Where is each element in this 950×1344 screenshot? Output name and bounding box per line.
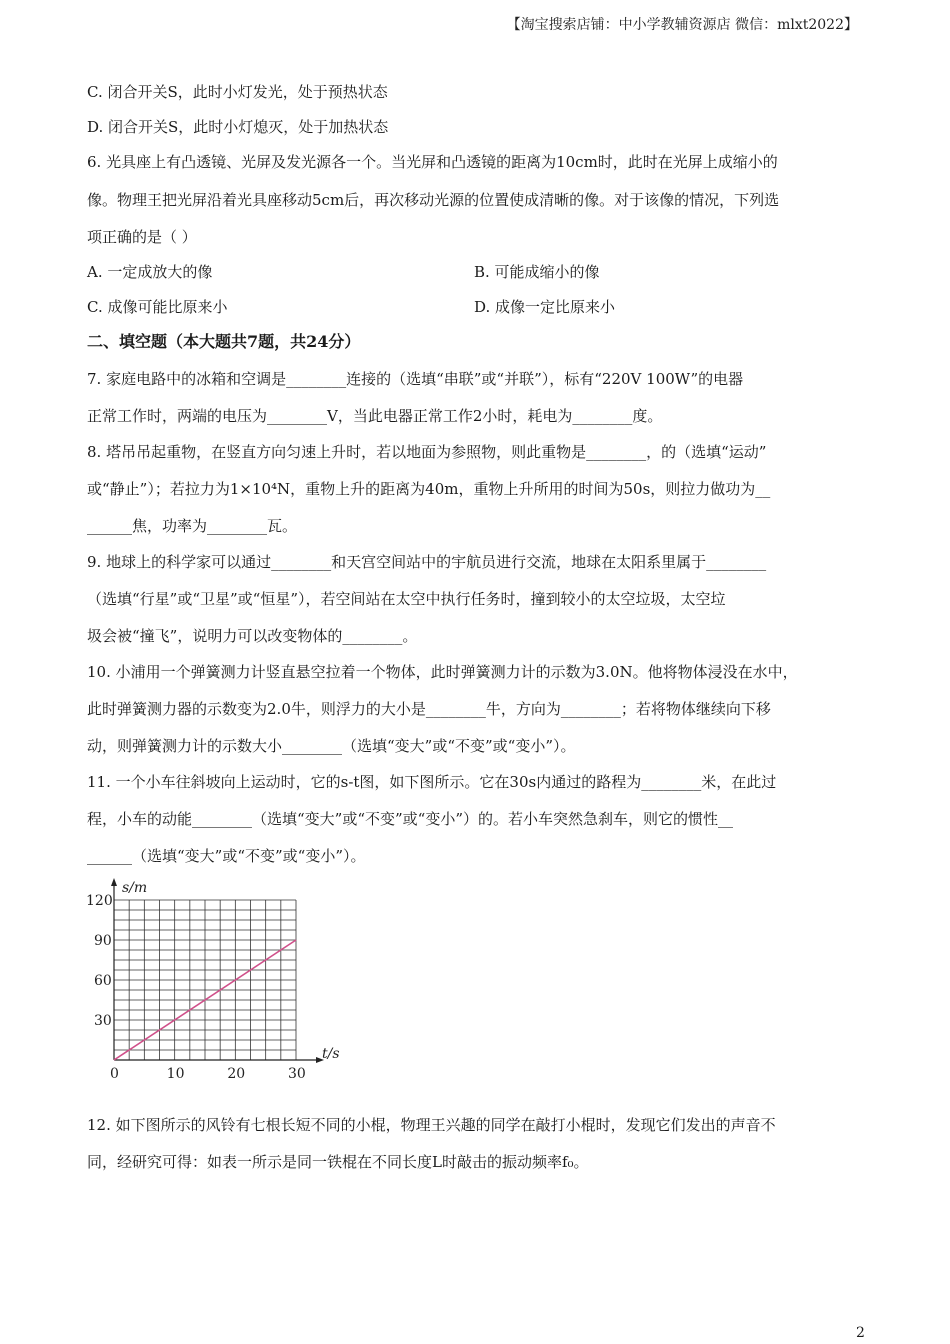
question-8-line-2: 或“静止”）；若拉力为1×10⁴N，重物上升的距离为40m，重物上升所用的时间为50s，则拉力做功为__ bbox=[87, 480, 771, 498]
question-6-line-3: 项正确的是（ ） bbox=[87, 228, 197, 246]
q6-option-d: D. 成像一定比原来小 bbox=[474, 298, 616, 316]
question-11-line-1: 11. 一个小车往斜坡向上运动时，它的s-t图，如下图所示。它在30s内通过的路程为________米，在此过 bbox=[87, 773, 777, 791]
s-t-chart bbox=[80, 870, 350, 1085]
question-8-line-1: 8. 塔吊吊起重物，在竖直方向匀速上升时，若以地面为参照物，则此重物是________，的（选填“运动” bbox=[87, 443, 767, 461]
y-tick-label: 120 bbox=[86, 893, 113, 909]
question-10-line-3: 动，则弹簧测力计的示数大小________（选填“变大”或“不变”或“变小”）。 bbox=[87, 737, 576, 755]
q6-option-a: A. 一定成放大的像 bbox=[87, 263, 213, 281]
question-12-line-2: 同，经研究可得：如表一所示是同一铁棍在不同长度L时敲击的振动频率f₀。 bbox=[87, 1153, 589, 1171]
question-7-line-1: 7. 家庭电路中的冰箱和空调是________连接的（选填“串联”或“并联”），标有“220V 100W”的电器 bbox=[87, 370, 744, 388]
question-10-line-1: 10. 小浦用一个弹簧测力计竖直悬空拉着一个物体，此时弹簧测力计的示数为3.0N。他将物体浸没在水中， bbox=[87, 663, 798, 681]
y-axis-arrow bbox=[111, 878, 117, 886]
question-12-line-1: 12. 如下图所示的风铃有七根长短不同的小棍，物理王兴趣的同学在敲打小棍时，发现它们发出的声音不 bbox=[87, 1116, 776, 1134]
q6-option-b: B. 可能成缩小的像 bbox=[474, 263, 600, 281]
x-tick-label: 20 bbox=[227, 1066, 246, 1082]
question-11-line-3: ______（选填“变大”或“不变”或“变小”）。 bbox=[87, 847, 366, 865]
y-axis-label: s/m bbox=[122, 880, 148, 896]
question-11-line-2: 程，小车的动能________（选填“变大”或“不变”或“变小”）的。若小车突然急刹车，则它的惯性__ bbox=[87, 810, 734, 828]
page-number: 2 bbox=[856, 1325, 865, 1341]
question-9-line-3: 圾会被“撞飞”，说明力可以改变物体的________。 bbox=[87, 627, 418, 645]
x-axis-label: t/s bbox=[322, 1046, 340, 1062]
page-header: 【淘宝搜索店铺：中小学教辅资源店 微信：mlxt2022】 bbox=[506, 17, 858, 33]
y-tick-label: 90 bbox=[94, 933, 112, 949]
question-8-line-3: ______焦，功率为________瓦。 bbox=[87, 517, 298, 535]
question-6-line-1: 6. 光具座上有凸透镜、光屏及发光源各一个。当光屏和凸透镜的距离为10cm时，此时在光屏上成缩小的 bbox=[87, 153, 778, 171]
question-9-line-1: 9. 地球上的科学家可以通过________和天宫空间站中的宇航员进行交流，地球在太阳系里属于________ bbox=[87, 553, 767, 571]
question-7-line-2: 正常工作时，两端的电压为________V，当此电器正常工作2小时，耗电为________度。 bbox=[87, 407, 663, 425]
question-10-line-2: 此时弹簧测力器的示数变为2.0牛，则浮力的大小是________牛，方向为________；若将物体继续向下移 bbox=[87, 700, 771, 718]
x-tick-label: 30 bbox=[288, 1066, 306, 1082]
x-tick-label: 10 bbox=[166, 1066, 185, 1082]
y-tick-label: 60 bbox=[94, 973, 112, 989]
option-d-prev: D. 闭合开关S，此时小灯熄灭，处于加热状态 bbox=[87, 118, 389, 136]
y-tick-label: 30 bbox=[94, 1013, 112, 1029]
q6-option-c: C. 成像可能比原来小 bbox=[87, 298, 228, 316]
section-title: 二、填空题（本大题共7题，共24分） bbox=[87, 332, 361, 351]
question-9-line-2: （选填“行星”或“卫星”或“恒星”），若空间站在太空中执行任务时，撞到较小的太空垃圾，太空垃 bbox=[87, 590, 726, 608]
x-tick-label: 0 bbox=[110, 1066, 119, 1082]
option-c-prev: C. 闭合开关S，此时小灯发光，处于预热状态 bbox=[87, 83, 388, 101]
question-6-line-2: 像。物理王把光屏沿着光具座移动5cm后，再次移动光源的位置使成清晰的像。对于该像的情况，下列选 bbox=[87, 191, 780, 209]
